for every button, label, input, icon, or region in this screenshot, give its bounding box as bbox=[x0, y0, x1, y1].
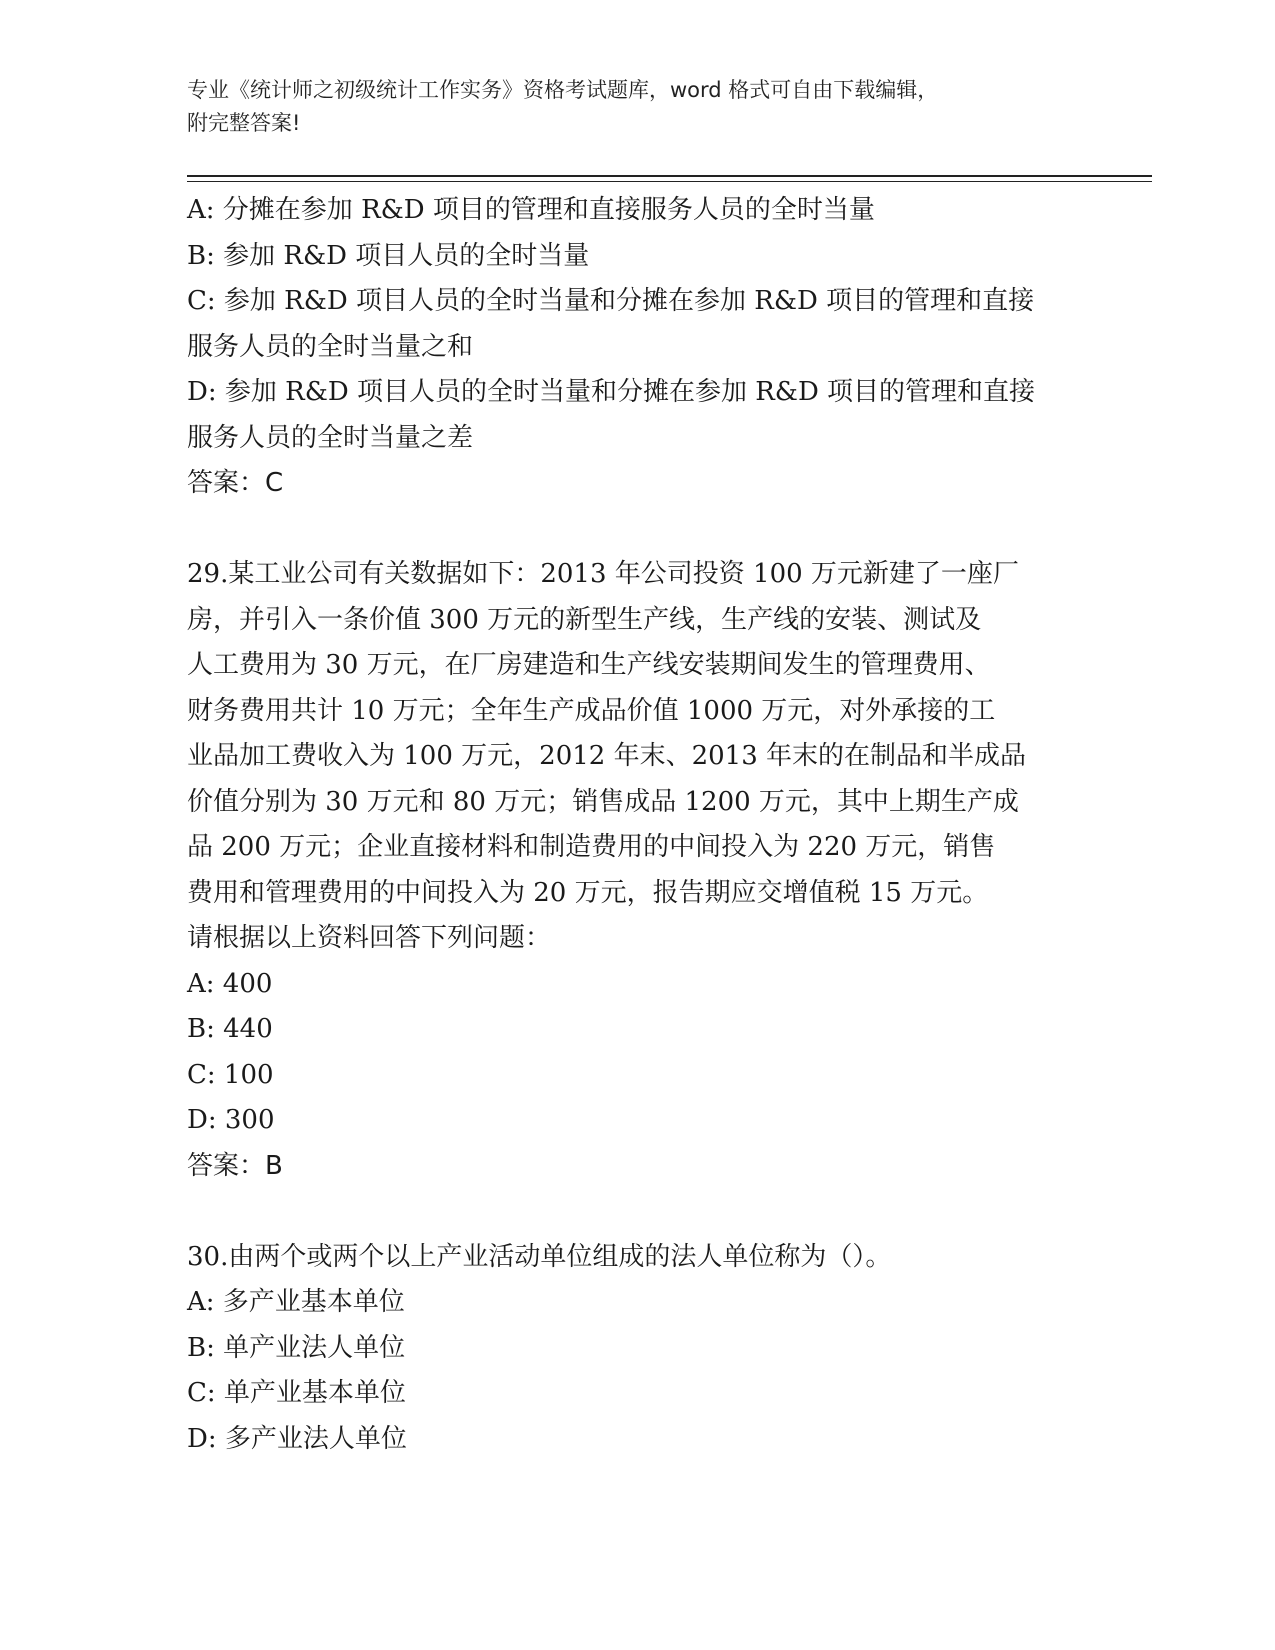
option-d: D: 300 bbox=[187, 1105, 275, 1135]
question-stem-line: 业品加工费收入为 100 万元，2012 年末、2013 年末的在制品和半成品 bbox=[187, 741, 1027, 771]
option-d: D: 参加 R&D 项目人员的全时当量和分摊在参加 R&D 项目的管理和直接 bbox=[187, 377, 1036, 407]
question-stem-line: 请根据以上资料回答下列问题： bbox=[187, 923, 552, 953]
option-c: C: 单产业基本单位 bbox=[187, 1378, 406, 1408]
document-body bbox=[187, 188, 1087, 1462]
option-a: A: 多产业基本单位 bbox=[187, 1287, 405, 1317]
header-line-1: 专业《统计师之初级统计工作实务》资格考试题库，word 格式可自由下载编辑， bbox=[187, 78, 939, 102]
option-c: C: 参加 R&D 项目人员的全时当量和分摊在参加 R&D 项目的管理和直接 bbox=[187, 286, 1035, 316]
option-c: C: 100 bbox=[187, 1059, 274, 1090]
question-stem-line: 价值分别为 30 万元和 80 万元；销售成品 1200 万元，其中上期生产成 bbox=[187, 786, 1019, 817]
option-b: B: 参加 R&D 项目人员的全时当量 bbox=[187, 240, 590, 271]
header-rule-thick bbox=[187, 175, 1152, 177]
question-stem-line: 财务费用共计 10 万元；全年生产成品价值 1000 万元，对外承接的工 bbox=[187, 695, 996, 726]
question-stem-line: 房，并引入一条价值 300 万元的新型生产线，生产线的安装、测试及 bbox=[187, 604, 982, 635]
option-b: B: 440 bbox=[187, 1014, 273, 1044]
option-c-continued: 服务人员的全时当量之和 bbox=[187, 331, 474, 362]
header-line-2: 附完整答案! bbox=[187, 111, 301, 135]
option-d-continued: 服务人员的全时当量之差 bbox=[187, 422, 474, 453]
question-30 bbox=[187, 1235, 1087, 1463]
question-29 bbox=[187, 552, 1087, 1189]
question-28 bbox=[187, 188, 1087, 507]
question-stem-line: 人工费用为 30 万元，在厂房建造和生产线安装期间发生的管理费用、 bbox=[187, 650, 991, 680]
question-stem-line: 30.由两个或两个以上产业活动单位组成的法人单位称为（）。 bbox=[187, 1241, 892, 1272]
answer: 答案：B bbox=[187, 1150, 283, 1181]
answer: 答案：C bbox=[187, 468, 284, 498]
option-b: B: 单产业法人单位 bbox=[187, 1332, 406, 1363]
option-d: D: 多产业法人单位 bbox=[187, 1423, 407, 1454]
spacer bbox=[187, 507, 1087, 553]
question-stem-line: 29.某工业公司有关数据如下：2013 年公司投资 100 万元新建了一座厂 bbox=[187, 559, 1019, 589]
option-a: A: 400 bbox=[187, 968, 273, 999]
question-stem-line: 品 200 万元；企业直接材料和制造费用的中间投入为 220 万元，销售 bbox=[187, 832, 996, 862]
option-a: A: 分摊在参加 R&D 项目的管理和直接服务人员的全时当量 bbox=[187, 195, 875, 225]
header-rule-thin bbox=[187, 181, 1152, 182]
document-header bbox=[187, 74, 1067, 140]
question-stem-line: 费用和管理费用的中间投入为 20 万元，报告期应交增值税 15 万元。 bbox=[187, 877, 989, 908]
spacer bbox=[187, 1189, 1087, 1235]
